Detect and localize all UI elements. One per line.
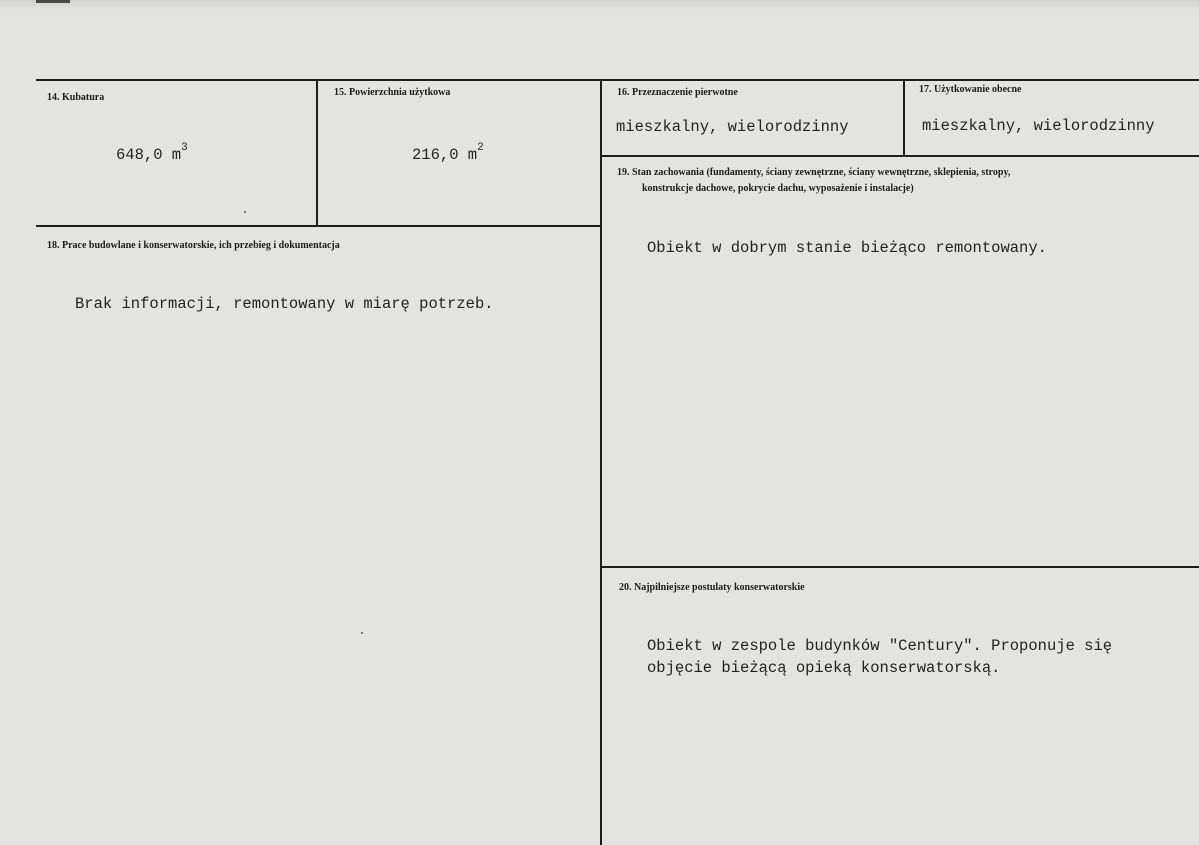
- paper-speck: [244, 211, 246, 213]
- top-edge-strip: [0, 0, 1199, 10]
- field-16-value: mieszkalny, wielorodzinny: [616, 118, 849, 136]
- field-15-label: 15. Powierzchnia użytkowa: [334, 87, 451, 98]
- top-edge-mark: [36, 0, 70, 3]
- field-15-exponent: 2: [477, 142, 484, 154]
- field-18-value: Brak informacji, remontowany w miarę potrzeb.: [75, 295, 494, 313]
- field-15-value: [412, 143, 484, 167]
- field-16-label: 16. Przeznaczenie pierwotne: [617, 87, 738, 98]
- paper-speck: [361, 632, 363, 634]
- grid-line-h-right-upper: [600, 155, 1199, 157]
- grid-line-v-16-17: [903, 79, 905, 157]
- grid-line-top: [36, 79, 1199, 81]
- field-15-number: 216,0 m: [412, 146, 478, 164]
- field-14-label: 14. Kubatura: [47, 92, 105, 103]
- field-19-label-line1: 19. Stan zachowania (fundamenty, ściany zewnętrzne, ściany wewnętrzne, sklepienia, stropy,: [617, 167, 1011, 178]
- grid-line-v-14-15: [316, 79, 318, 227]
- field-20-value-line1: Obiekt w zespole budynków "Century". Proponuje się: [647, 637, 1113, 655]
- grid-line-v-center: [600, 79, 602, 845]
- field-14-exponent: 3: [181, 142, 188, 154]
- grid-line-h-right-lower: [600, 566, 1199, 568]
- grid-line-h-left: [36, 225, 602, 227]
- field-14-value: [116, 143, 188, 167]
- field-20-label: 20. Najpilniejsze postulaty konserwatorskie: [619, 582, 805, 593]
- field-17-label: 17. Użytkowanie obecne: [919, 84, 1022, 95]
- field-19-label-line2: konstrukcje dachowe, pokrycie dachu, wyposażenie i instalacje): [642, 183, 914, 194]
- field-20-value-line2: objęcie bieżącą opieką konserwatorską.: [647, 659, 1001, 677]
- field-18-label: 18. Prace budowlane i konserwatorskie, ich przebieg i dokumentacja: [47, 240, 340, 251]
- field-17-value: mieszkalny, wielorodzinny: [922, 117, 1155, 135]
- field-14-number: 648,0 m: [116, 146, 182, 164]
- field-19-value: Obiekt w dobrym stanie bieżąco remontowany.: [647, 239, 1047, 257]
